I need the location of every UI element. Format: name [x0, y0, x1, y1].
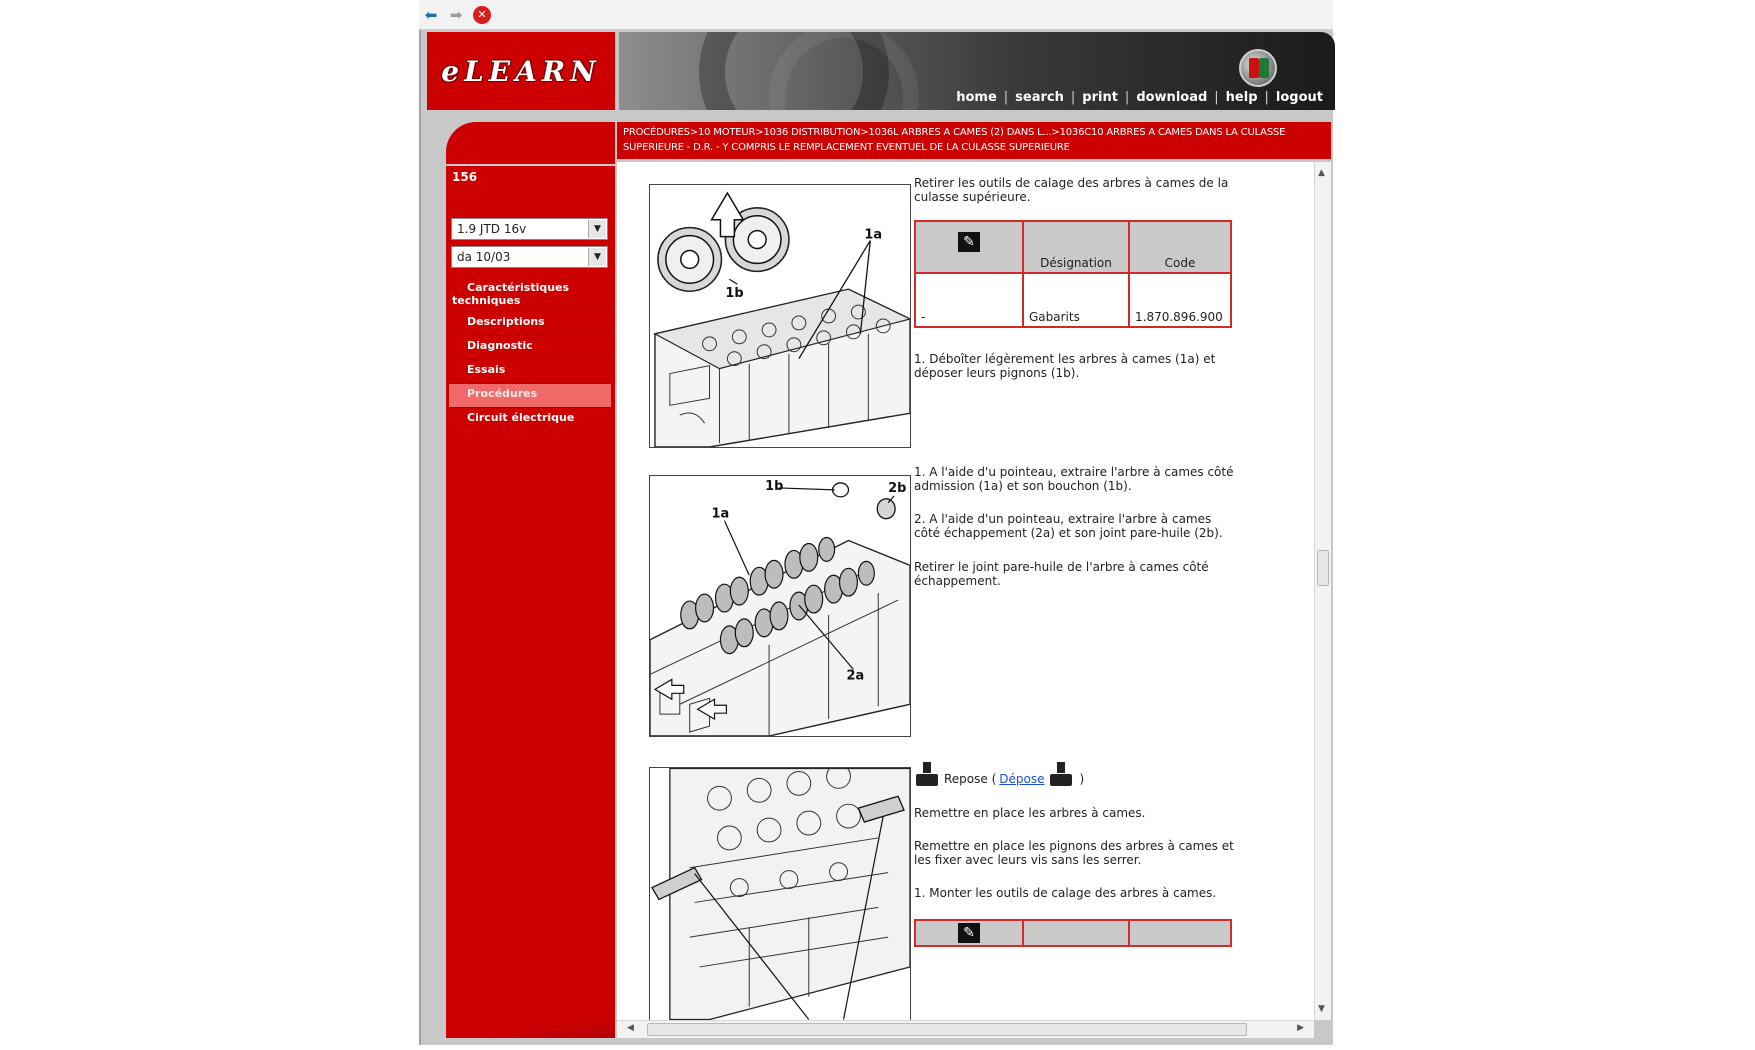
stop-icon[interactable]: ✕	[473, 6, 491, 24]
part-down-icon	[914, 762, 940, 786]
browser-toolbar	[419, 0, 1333, 30]
sidebar-header	[446, 122, 615, 164]
instruction-refit-gears: Remettre en place les pignons des arbres à cames et les fixer avec leurs vis sans les serrer.	[914, 839, 1234, 867]
elearn-app	[419, 30, 1333, 1045]
tool-table-2	[914, 919, 1232, 947]
repose-close: )	[1079, 772, 1085, 786]
figure-camshaft-pulleys-drawing	[650, 185, 910, 447]
tool-table-header-icon	[915, 221, 1023, 273]
instruction-remove-oil-seal: Retirer le joint pare-huile de l'arbre à cames côté échappement.	[914, 560, 1209, 588]
horizontal-scrollbar[interactable]	[617, 1020, 1314, 1038]
repose-heading	[914, 758, 1214, 786]
menu-logout[interactable]: logout	[1275, 90, 1323, 105]
figure2-label-2b: 2b	[888, 480, 907, 496]
engine-select-value: 1.9 JTD 16v	[457, 222, 527, 236]
sidebar-item-descriptions[interactable]: Descriptions	[449, 312, 611, 336]
sidebar-item-circuit[interactable]: Circuit électrique	[467, 411, 575, 424]
scroll-left-icon[interactable]: ◀	[627, 1023, 634, 1033]
menu-search[interactable]: search	[1015, 90, 1064, 105]
figure-camshaft-pulleys	[649, 184, 911, 448]
sidebar-item-essais[interactable]: Essais	[449, 360, 611, 384]
figure-camshafts-drawing	[650, 476, 910, 736]
vertical-scrollbar[interactable]	[1314, 162, 1331, 1020]
tool-table	[914, 220, 1232, 328]
depose-link[interactable]: Dépose	[999, 772, 1045, 786]
horizontal-scroll-thumb[interactable]	[647, 1023, 1247, 1036]
menu-separator: |	[1214, 90, 1219, 105]
sidebar-item-diagnostic[interactable]: Diagnostic	[449, 336, 611, 360]
chevron-down-icon[interactable]: ▼	[588, 220, 606, 238]
header-banner	[619, 32, 1335, 110]
repose-label: Repose (	[944, 772, 997, 786]
menu-help[interactable]: help	[1225, 90, 1258, 105]
date-select-value: da 10/03	[457, 250, 511, 264]
instruction-refit-camshafts: Remettre en place les arbres à cames.	[914, 806, 1146, 820]
menu-print[interactable]: print	[1082, 90, 1118, 105]
forward-arrow-icon[interactable]: ➡	[449, 6, 463, 24]
date-select[interactable]	[451, 246, 608, 268]
banner-graphic-ring	[769, 32, 919, 110]
figure1-label-1a: 1a	[864, 227, 883, 243]
sidebar-footer	[446, 1016, 615, 1038]
sidebar	[446, 166, 615, 1038]
scroll-right-icon[interactable]: ▶	[1297, 1023, 1304, 1033]
figure2-label-1b: 1b	[765, 478, 784, 494]
tool-table-cell-ref: -	[915, 273, 1023, 327]
engine-select[interactable]	[451, 218, 608, 240]
menu-separator: |	[1264, 90, 1269, 105]
wrench-icon: ✎	[958, 923, 980, 943]
tool-table-header-designation: Désignation	[1023, 221, 1129, 273]
elearn-logo	[427, 32, 615, 110]
figure-camshafts	[649, 475, 911, 737]
instruction-extract-intake-camshaft: 1. A l'aide d'u pointeau, extraire l'arbre à cames côté admission (1a) et son bouchon (1b).	[914, 465, 1234, 493]
figure1-label-1b: 1b	[725, 286, 744, 302]
procedure-content	[617, 162, 1314, 1020]
tool-table-2-header-designation	[1023, 920, 1129, 946]
tool-table-cell-code: 1.870.896.900	[1129, 273, 1231, 327]
brand-badge-icon	[1239, 49, 1277, 87]
instruction-unseat-camshafts: 1. Déboîter légèrement les arbres à cames (1a) et déposer leurs pignons (1b).	[914, 352, 1216, 380]
instruction-remove-tools: Retirer les outils de calage des arbres à cames de la culasse supérieure.	[914, 176, 1229, 204]
back-arrow-icon[interactable]: ⬅	[424, 6, 438, 24]
model-label: 156	[452, 170, 478, 184]
tool-table-cell-designation: Gabarits	[1023, 273, 1129, 327]
breadcrumb[interactable]: PROCÉDURES>10 MOTEUR>1036 DISTRIBUTION>1036L ARBRES A CAMES (2) DANS L...>1036C10 ARBRES A CAMES DANS LA CULASSE SUPERIEURE - D.R. - Y COMPRIS LE REMPLACEMENT EVENTUEL DE LA CULASSE SUPERIEURE	[617, 122, 1331, 159]
figure2-label-1a: 1a	[711, 506, 730, 522]
menu-download[interactable]: download	[1136, 90, 1208, 105]
tool-table-2-header-code	[1129, 920, 1231, 946]
menu-separator: |	[1124, 90, 1130, 105]
part-up-icon[interactable]	[1048, 762, 1074, 786]
chevron-down-icon[interactable]: ▼	[588, 248, 606, 266]
top-menu	[954, 90, 1325, 105]
scroll-down-icon[interactable]: ▼	[1318, 1004, 1325, 1014]
sidebar-item-caracteristiques[interactable]: Caractéristiques techniques	[449, 278, 611, 312]
menu-home[interactable]: home	[956, 90, 997, 105]
instruction-extract-exhaust-camshaft: 2. A l'aide d'un pointeau, extraire l'arbre à cames côté échappement (2a) et son joint pare-huile (2b).	[914, 512, 1223, 540]
tool-table-2-header-icon	[915, 920, 1023, 946]
menu-separator: |	[1003, 90, 1009, 105]
scroll-thumb[interactable]	[1317, 550, 1329, 586]
figure-timing-tools-drawing	[650, 768, 910, 1020]
tool-table-header-code: Code	[1129, 221, 1231, 273]
scroll-up-icon[interactable]: ▲	[1318, 168, 1325, 178]
wrench-icon: ✎	[958, 232, 980, 252]
instruction-fit-timing-tools: 1. Monter les outils de calage des arbres à cames.	[914, 886, 1217, 900]
figure-timing-tools	[649, 767, 911, 1020]
logo-text: eLEARN	[441, 54, 601, 88]
menu-separator: |	[1070, 90, 1076, 105]
sidebar-item-procedures[interactable]: Procédures	[449, 384, 611, 408]
figure2-label-2a: 2a	[846, 668, 865, 684]
